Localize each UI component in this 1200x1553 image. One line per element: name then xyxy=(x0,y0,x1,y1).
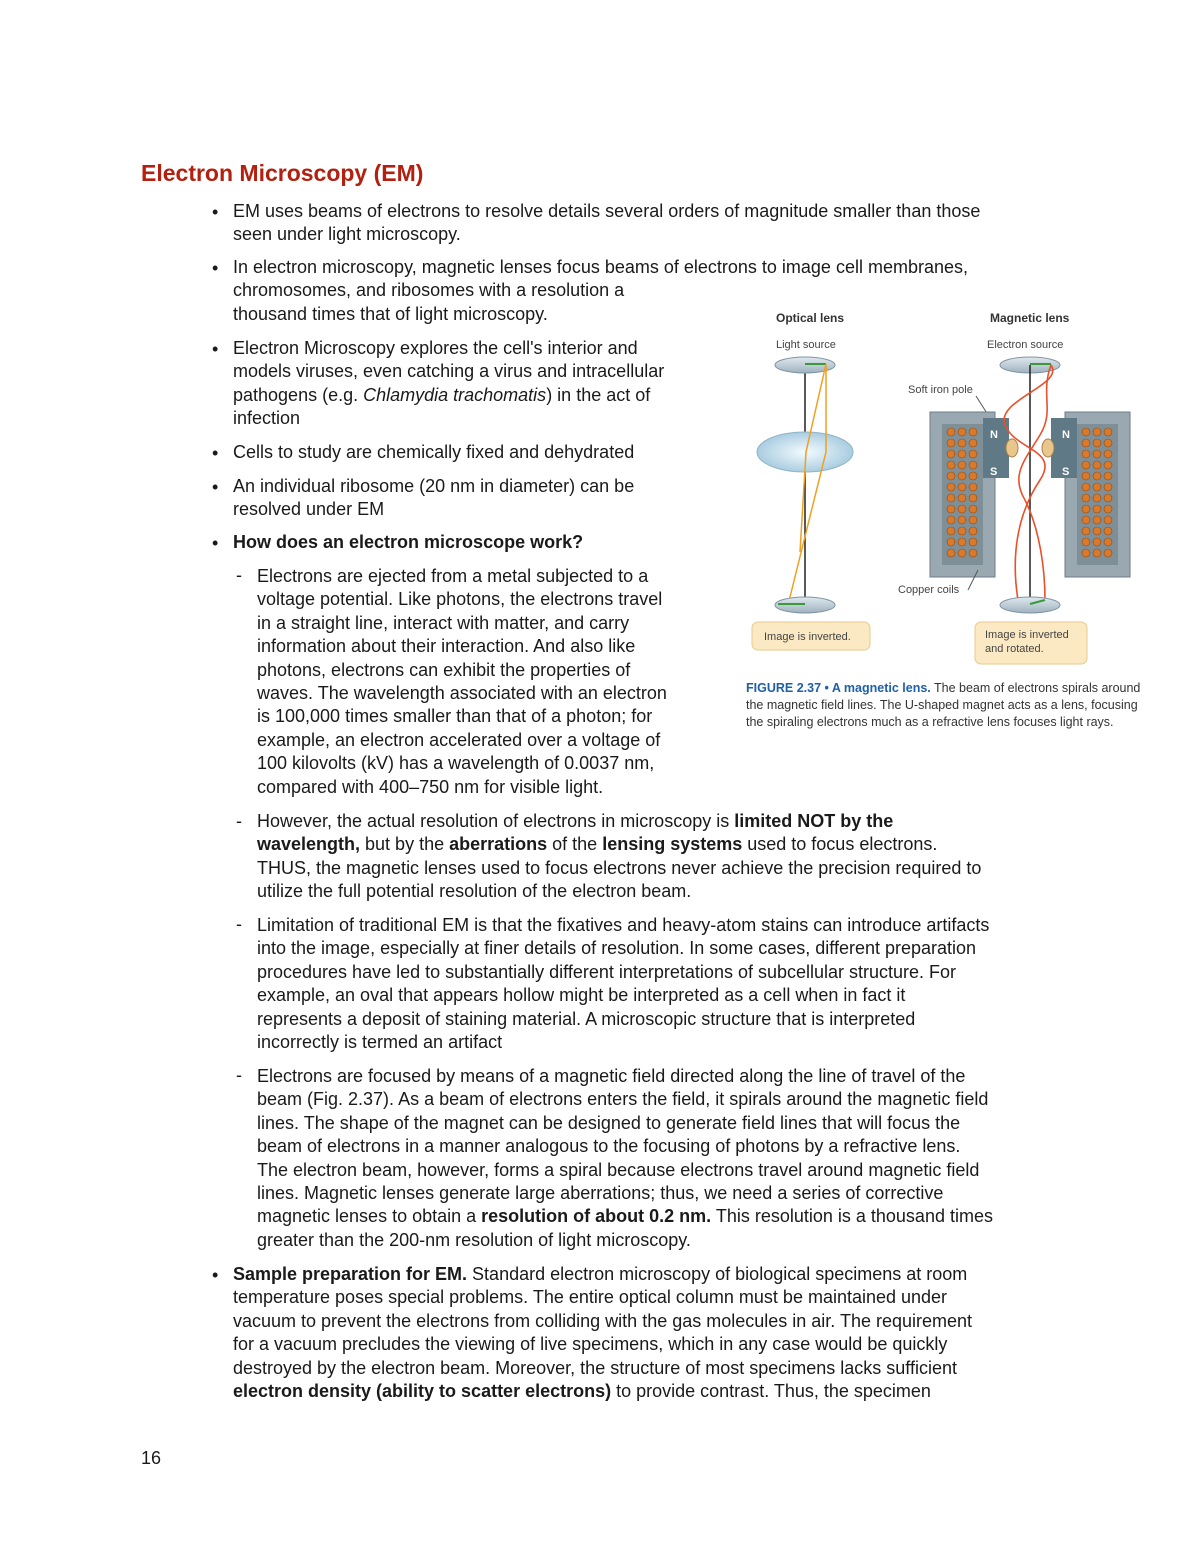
page-title: Electron Microscopy (EM) xyxy=(141,160,424,186)
text-line: example, an oval that appears hollow might be interpreted as a cell when in fact it xyxy=(257,985,906,1006)
light-ray xyxy=(788,364,826,605)
dash-marker: - xyxy=(236,1065,242,1085)
bullet-marker: • xyxy=(212,533,219,553)
bullet-marker: • xyxy=(212,339,219,359)
bold-text: lensing systems xyxy=(602,834,743,855)
text-line: is 100,000 times smaller than that of a photon; for xyxy=(257,706,653,727)
text-span: Standard electron microscopy of biological specimens at room xyxy=(467,1264,968,1284)
text-line: 100 kilovolts (kV) has a wavelength of 0.0037 nm, xyxy=(257,753,655,774)
text-span: of the xyxy=(547,834,603,855)
south-pole-label: S xyxy=(1062,466,1070,478)
dash-marker: - xyxy=(236,565,242,585)
text-line xyxy=(233,531,583,554)
text-line: THUS, the magnetic lenses used to focus electrons never achieve the precision required to xyxy=(257,857,982,878)
bullet-marker: • xyxy=(212,477,219,497)
text-line: Electrons are ejected from a metal subjected to a xyxy=(257,566,649,586)
text-line: greater than the 200-nm resolution of light microscopy. xyxy=(257,1229,691,1250)
text-line: Cells to study are chemically fixed and dehydrated xyxy=(233,442,635,462)
bullet-em-beams xyxy=(233,200,980,247)
text-line: beam of electrons in a manner analogous to the focusing of photons by a refractive lens. xyxy=(257,1136,961,1157)
text-line: in a straight line, interact with matter, and carry xyxy=(257,612,630,633)
bullet-marker: • xyxy=(212,1265,219,1285)
figure-caption xyxy=(746,680,1151,731)
text-line xyxy=(233,1380,972,1403)
bold-text: limited NOT by the xyxy=(734,811,894,831)
text-line: chromosomes, and ribosomes with a resolution a xyxy=(233,280,625,301)
text-line: photons, electrons can exhibit the properties of xyxy=(257,659,631,680)
left-field-lens xyxy=(1006,439,1018,457)
bullet-how-em-works xyxy=(233,531,583,554)
text-line: Limitation of traditional EM is that the fixatives and heavy-atom stains can introduce artifacts xyxy=(257,915,990,935)
bold-text: aberrations xyxy=(449,834,548,855)
optical-lens-label: Optical lens xyxy=(776,311,845,325)
text-span: magnetic lenses to obtain a xyxy=(257,1206,482,1227)
text-line: vacuum to prevent the electrons from colliding with the gas molecules in air. The requirement xyxy=(233,1310,973,1331)
text-line: compared with 400–750 nm for visible light. xyxy=(257,776,604,797)
text-line: models viruses, even catching a virus and intracellular xyxy=(233,361,665,382)
right-field-lens xyxy=(1042,439,1054,457)
text-line xyxy=(233,384,664,407)
text-line: lines. Magnetic lenses generate large aberrations; thus, we need a series of corrective xyxy=(257,1183,944,1204)
text-span: pathogens (e.g. xyxy=(233,384,364,405)
dash-marker: - xyxy=(236,914,242,934)
light-source-label: Light source xyxy=(776,339,836,351)
north-pole-label: N xyxy=(1062,429,1070,441)
text-line: information about their interaction. And also like xyxy=(257,636,636,657)
bullet-marker: • xyxy=(212,258,219,278)
magnetic-lens-label: Magnetic lens xyxy=(990,311,1070,325)
bold-text: wavelength, xyxy=(257,834,361,855)
species-name: Chlamydia trachomatis xyxy=(363,384,547,405)
soft-iron-pole-label: Soft iron pole xyxy=(908,384,973,396)
bullet-marker: • xyxy=(212,202,219,222)
bullet-ribosome xyxy=(233,475,634,522)
text-span: to provide contrast. Thus, the specimen xyxy=(611,1381,931,1402)
bullet-fixed-cells xyxy=(233,441,634,464)
caption-title: FIGURE 2.37 • A magnetic lens. xyxy=(746,681,931,695)
sub-bullet-artifacts xyxy=(257,914,989,1054)
electron-source-label: Electron source xyxy=(987,339,1064,351)
sub-bullet-electrons-ejected xyxy=(257,565,667,799)
text-line: EM uses beams of electrons to resolve details several orders of magnitude smaller than those xyxy=(233,201,981,221)
bullet-marker: • xyxy=(212,443,219,463)
text-line: utilize the full potential resolution of the electron beam. xyxy=(257,881,692,902)
text-line: represents a deposit of staining material. A microscopic structure that is interpreted xyxy=(257,1008,916,1029)
caption-text: The beam of electrons spirals around the magnetic field lines. The U-shaped magnet acts as a lens, focusing the spiraling electrons much as a refractive lens focuses light rays. xyxy=(746,681,1141,729)
text-line: into the image, especially at finer details of resolution. In some cases, different preparation xyxy=(257,938,977,959)
inverted-note-optical: Image is inverted. xyxy=(764,631,851,643)
text-line: voltage potential. Like photons, the electrons travel xyxy=(257,589,663,610)
sub-bullet-magnetic-focus xyxy=(257,1065,993,1252)
inverted-note-magnetic: Image is inverted xyxy=(985,629,1069,641)
text-line xyxy=(257,810,981,833)
image-plate xyxy=(1000,597,1060,613)
text-span: ) in the act of xyxy=(546,384,651,405)
text-line xyxy=(233,1263,972,1286)
text-line: Electrons are focused by means of a magnetic field directed along the line of travel of the xyxy=(257,1066,966,1086)
text-span: However, the actual resolution of electrons in microscopy is xyxy=(257,811,735,831)
text-line xyxy=(257,833,981,856)
text-line: Electron Microscopy explores the cell's interior and xyxy=(233,338,638,358)
text-line: infection xyxy=(233,408,301,429)
dash-marker: - xyxy=(236,811,242,831)
text-line: seen under light microscopy. xyxy=(233,224,461,245)
text-line: beam (Fig. 2.37). As a beam of electrons enters the field, it spirals around the magnetic field xyxy=(257,1089,989,1110)
text-line: The electron beam, however, forms a spiral because electrons travel around magnetic field xyxy=(257,1159,980,1180)
text-line: procedures have led to substantially different interpretations of subcellular structure. For xyxy=(257,961,957,982)
rotated-note-magnetic: and rotated. xyxy=(985,643,1044,655)
bold-text: resolution of about 0.2 nm. xyxy=(481,1206,712,1227)
text-line: example, an electron accelerated over a voltage of xyxy=(257,729,661,750)
bold-text: Sample preparation for EM. xyxy=(233,1264,468,1284)
text-span: This resolution is a thousand times xyxy=(711,1206,993,1227)
bullet-sample-preparation xyxy=(233,1263,972,1403)
text-line: resolved under EM xyxy=(233,499,385,520)
sub-bullet-resolution-limit xyxy=(257,810,981,904)
text-line: destroyed by the electron beam. Moreover, the structure of most specimens lacks sufficient xyxy=(233,1357,958,1378)
text-line: In electron microscopy, magnetic lenses focus beams of electrons to image cell membranes, xyxy=(233,257,968,277)
text-line: temperature poses special problems. The entire optical column must be maintained under xyxy=(233,1287,948,1308)
question-heading: How does an electron microscope work? xyxy=(233,532,584,552)
text-line: thousand times that of light microscopy. xyxy=(233,303,548,324)
electron-beam-spiral xyxy=(1019,365,1051,600)
electron-beam-spiral xyxy=(1004,365,1053,600)
south-pole-label: S xyxy=(990,466,998,478)
text-line xyxy=(257,1205,993,1228)
text-line: lines. The shape of the magnet can be designed to generate field lines that will focus the xyxy=(257,1112,961,1133)
text-span: but by the xyxy=(360,834,450,855)
text-line: incorrectly is termed an artifact xyxy=(257,1032,503,1053)
page-number: 16 xyxy=(141,1448,162,1468)
north-pole-label: N xyxy=(990,429,998,441)
text-line: for a vacuum precludes the viewing of live specimens, which in any case would be quickly xyxy=(233,1334,948,1355)
copper-coils-label: Copper coils xyxy=(898,584,960,596)
text-line: waves. The wavelength associated with an electron xyxy=(257,683,667,704)
bold-text: electron density (ability to scatter electrons) xyxy=(233,1381,612,1402)
text-line: An individual ribosome (20 nm in diameter) can be xyxy=(233,476,635,496)
text-span: used to focus electrons. xyxy=(742,834,938,855)
bullet-cell-interior xyxy=(233,337,664,431)
